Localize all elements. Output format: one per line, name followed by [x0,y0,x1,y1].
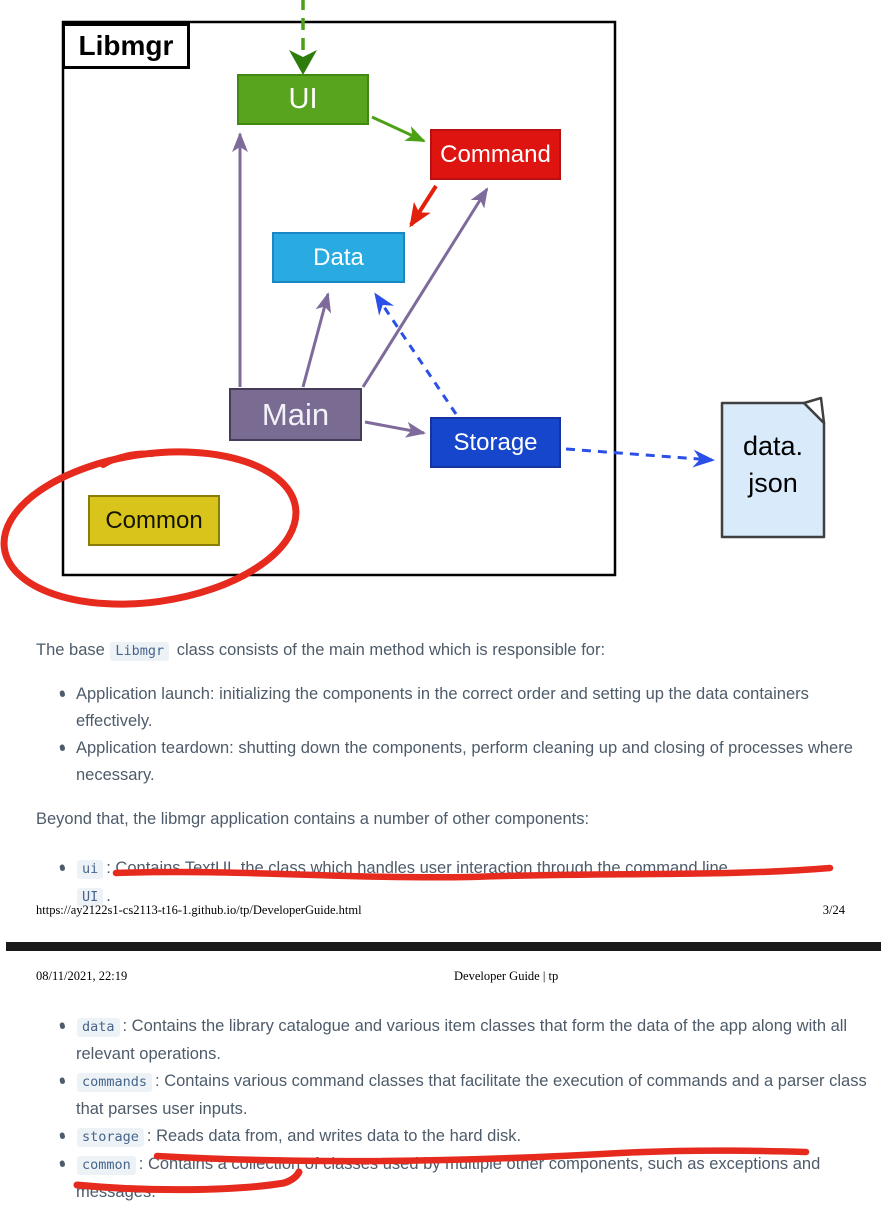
arrow-ui-to-command [372,117,424,141]
arrow-command-to-data [411,186,436,225]
footer-page-number: 3/24 [822,903,845,917]
bullet-text: : Contains a collection of classes used by multiple other components, such as exceptions and messages. [76,1154,821,1201]
list-item [76,735,870,789]
header-title: Developer Guide | tp [454,969,559,983]
arrow-storage-to-data [376,295,456,414]
command-box-label: Command [440,140,551,168]
list-item [76,681,870,735]
bullet-text: : Contains various command classes that facilitate the execution of commands and a parser class that parses user inputs. [76,1071,867,1118]
page-break-divider [6,942,881,951]
diagram-box-common [88,495,220,546]
list-item [76,1013,870,1068]
file-note-line1: data. [742,431,804,461]
components-bullet-list-page2 [36,1013,870,1206]
file-note-line2: json [748,468,798,498]
intro-before: The base [36,640,110,659]
bullet-tail: . [106,886,111,905]
libmgr-label-text: Libmgr [78,30,174,61]
inline-code-commands: commands [77,1073,152,1092]
list-item [76,1068,870,1123]
diagram-label-libmgr [62,23,190,69]
arrow-main-to-storage [365,422,424,433]
intro-paragraph [36,637,830,665]
footer-url: https://ay2122s1-cs2113-t16-1.github.io/tp/DeveloperGuide.html [36,903,362,917]
arrow-main-to-data [303,294,328,387]
diagram-box-storage [430,417,561,468]
storage-box-label: Storage [453,428,538,456]
bullet-text: : Contains the library catalogue and various item classes that form the data of the app along with all relevant operations. [76,1016,848,1063]
list-item [76,1151,870,1206]
beyond-paragraph: Beyond that, the libmgr application contains a number of other components: [36,809,590,828]
inline-code-libmgr: Libmgr [110,642,169,661]
bullet-text: : Contains TextUI, the class which handles user interaction through the command line [106,858,728,877]
diagram-box-main [229,388,362,441]
inline-code-storage: storage [77,1128,144,1147]
inline-code-common: common [77,1156,136,1175]
file-note-label [722,428,824,502]
ui-box-label: UI [288,83,318,115]
bullet-text: Application teardown: shutting down the components, perform cleaning up and closing of processes where necessary. [76,738,853,784]
list-item [76,1123,870,1151]
inline-code-data: data [77,1018,120,1037]
inline-code-UI: UI [77,888,103,907]
arrow-main-to-command [363,189,487,387]
header-datetime: 08/11/2021, 22:19 [36,969,128,983]
diagram-box-ui [237,74,369,125]
arrow-storage-to-datajson [566,449,712,460]
diagram-box-command [430,129,561,180]
incoming-arrow-head [289,50,317,75]
common-box-label: Common [105,506,203,534]
diagram-box-data [272,232,405,283]
page2-header [36,969,845,987]
main-method-bullet-list [36,681,870,789]
inline-code-ui: ui [77,860,103,879]
page1-footer [36,903,845,918]
bullet-text: : Reads data from, and writes data to the hard disk. [146,1126,522,1145]
data-box-label: Data [313,243,364,271]
bullet-text: Application launch: initializing the components in the correct order and setting up the data containers effectively. [76,684,809,730]
main-box-label: Main [261,396,330,432]
intro-after: class consists of the main method which is responsible for: [172,640,606,659]
